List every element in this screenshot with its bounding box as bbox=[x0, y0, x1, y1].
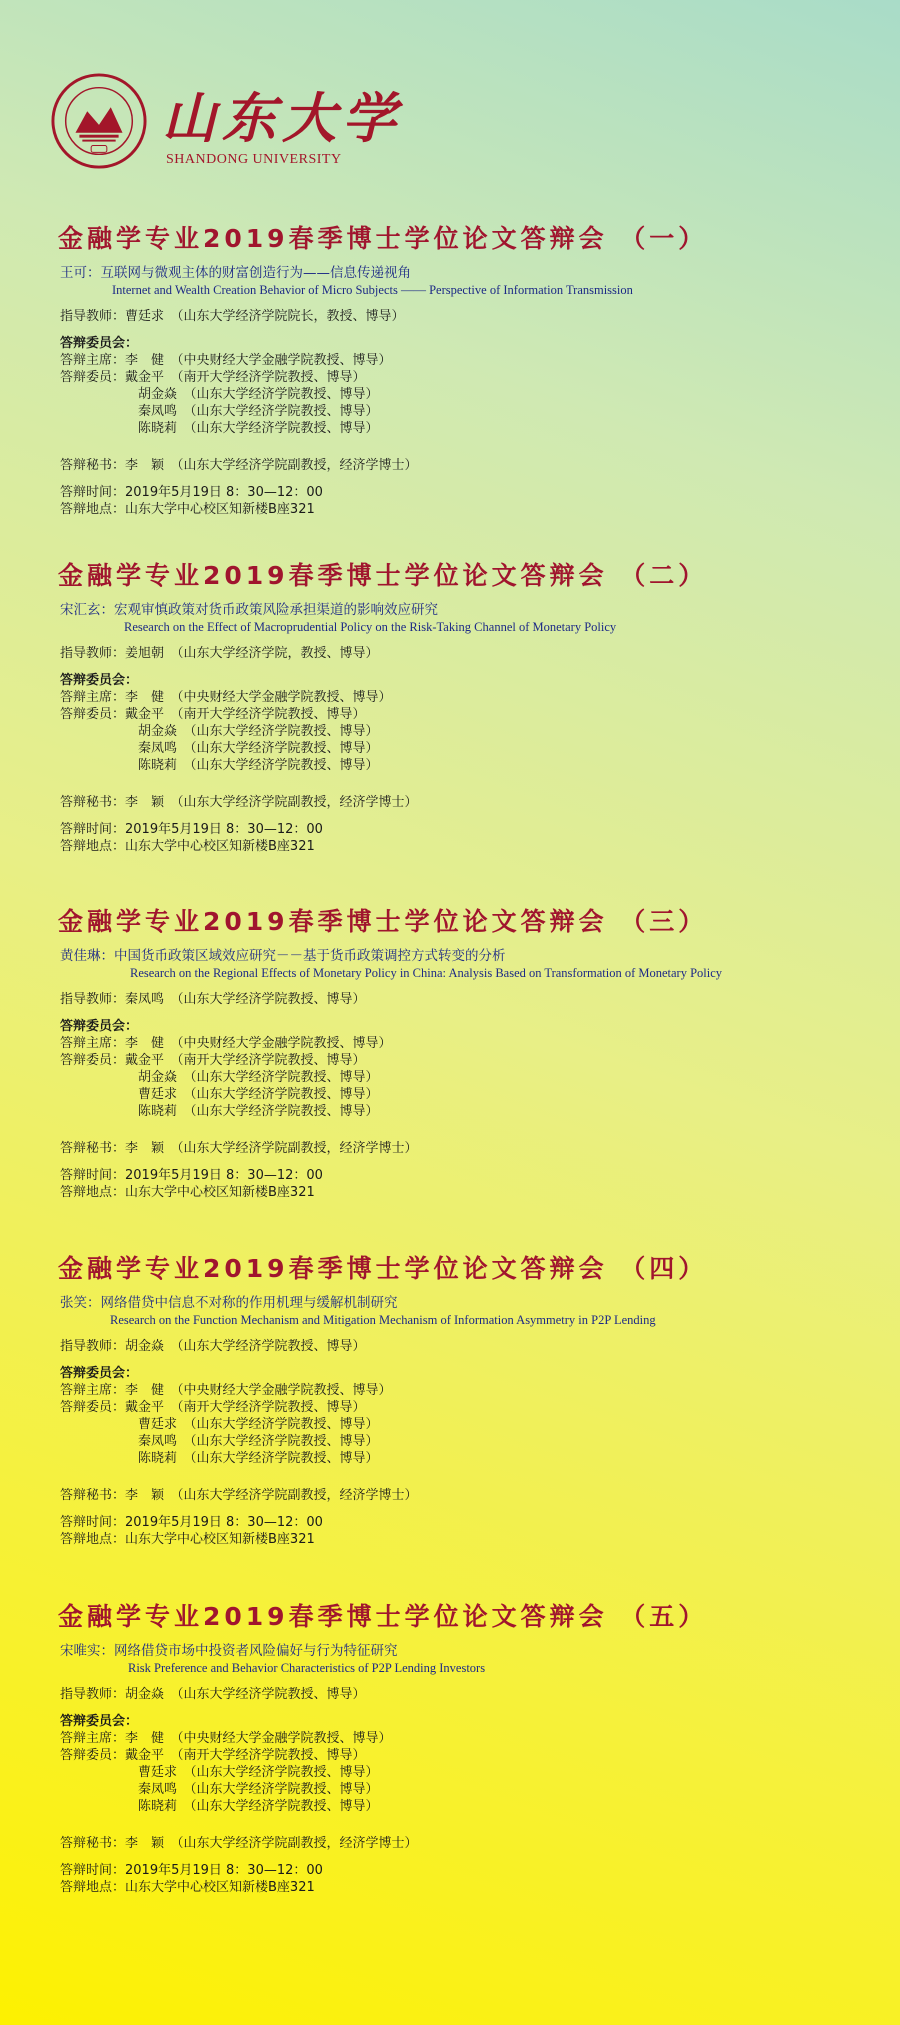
committee-chair: 答辩主席：李 健 （中央财经大学金融学院教授、博导） bbox=[60, 1383, 392, 1398]
committee-member: 胡金焱 （山东大学经济学院教授、博导） bbox=[138, 724, 379, 739]
defense-time: 答辩时间：2019年5月19日 8：30—12：00 bbox=[60, 485, 323, 500]
committee-member: 陈晓莉 （山东大学经济学院教授、博导） bbox=[138, 421, 379, 436]
defense-time: 答辩时间：2019年5月19日 8：30—12：00 bbox=[60, 1863, 323, 1878]
thesis-title-en: Research on the Regional Effects of Monetary Policy in China: Analysis Based on Transformation of Monetary Policy bbox=[130, 966, 723, 980]
advisor: 指导教师：姜旭朝 （山东大学经济学院，教授、博导） bbox=[60, 646, 379, 661]
committee-chair: 答辩主席：李 健 （中央财经大学金融学院教授、博导） bbox=[60, 690, 392, 705]
header bbox=[50, 72, 450, 172]
secretary: 答辩秘书：李 颖 （山东大学经济学院副教授，经济学博士） bbox=[60, 458, 418, 473]
members-label: 答辩委员： bbox=[60, 1400, 126, 1415]
advisor: 指导教师：曹廷求 （山东大学经济学院院长，教授、博导） bbox=[60, 309, 405, 324]
committee-member: 秦凤鸣 （山东大学经济学院教授、博导） bbox=[138, 741, 379, 756]
committee-member: 陈晓莉 （山东大学经济学院教授、博导） bbox=[138, 1104, 379, 1119]
defense-place: 答辩地点：山东大学中心校区知新楼B座321 bbox=[60, 502, 315, 517]
committee-member: 胡金焱 （山东大学经济学院教授、博导） bbox=[138, 387, 379, 402]
thesis-title-en: Research on the Function Mechanism and Mitigation Mechanism of Information Asymmetry in P2P Lending bbox=[110, 1313, 656, 1327]
committee-member: 曹廷求 （山东大学经济学院教授、博导） bbox=[138, 1417, 379, 1432]
committee-member: 陈晓莉 （山东大学经济学院教授、博导） bbox=[138, 758, 379, 773]
defense-section-4 bbox=[60, 1250, 880, 1548]
defense-section-1 bbox=[60, 220, 880, 518]
thesis-title-cn: 黄佳琳：中国货币政策区域效应研究－－基于货币政策调控方式转变的分析 bbox=[60, 948, 506, 964]
committee-label: 答辩委员会： bbox=[60, 1019, 139, 1034]
defense-section-2 bbox=[60, 557, 880, 855]
committee-member: 戴金平 （南开大学经济学院教授、博导） bbox=[125, 1748, 366, 1763]
advisor: 指导教师：胡金焱 （山东大学经济学院教授、博导） bbox=[60, 1687, 366, 1702]
committee-chair: 答辩主席：李 健 （中央财经大学金融学院教授、博导） bbox=[60, 353, 392, 368]
secretary: 答辩秘书：李 颖 （山东大学经济学院副教授，经济学博士） bbox=[60, 1488, 418, 1503]
defense-time: 答辩时间：2019年5月19日 8：30—12：00 bbox=[60, 822, 323, 837]
committee-member: 陈晓莉 （山东大学经济学院教授、博导） bbox=[138, 1451, 379, 1466]
members-label: 答辩委员： bbox=[60, 1053, 126, 1068]
defense-time: 答辩时间：2019年5月19日 8：30—12：00 bbox=[60, 1168, 323, 1183]
thesis-title-en: Research on the Effect of Macroprudential Policy on the Risk-Taking Channel of Monetary Policy bbox=[124, 620, 617, 634]
logo-chinese: 山东大学 bbox=[162, 86, 402, 150]
thesis-title-en: Internet and Wealth Creation Behavior of Micro Subjects —— Perspective of Information Transmission bbox=[112, 283, 633, 297]
committee-member: 胡金焱 （山东大学经济学院教授、博导） bbox=[138, 1070, 379, 1085]
section-title: 金融学专业2019春季博士学位论文答辩会 （五） bbox=[58, 1602, 708, 1631]
defense-section-5 bbox=[60, 1598, 880, 1896]
thesis-title-en: Risk Preference and Behavior Characteristics of P2P Lending Investors bbox=[128, 1661, 486, 1675]
committee-member: 秦凤鸣 （山东大学经济学院教授、博导） bbox=[138, 404, 379, 419]
committee-member: 曹廷求 （山东大学经济学院教授、博导） bbox=[138, 1765, 379, 1780]
defense-place: 答辩地点：山东大学中心校区知新楼B座321 bbox=[60, 1880, 315, 1895]
section-title: 金融学专业2019春季博士学位论文答辩会 （三） bbox=[58, 907, 708, 936]
defense-time: 答辩时间：2019年5月19日 8：30—12：00 bbox=[60, 1515, 323, 1530]
committee-label: 答辩委员会： bbox=[60, 1714, 139, 1729]
members-label: 答辩委员： bbox=[60, 707, 126, 722]
members-label: 答辩委员： bbox=[60, 370, 126, 385]
secretary: 答辩秘书：李 颖 （山东大学经济学院副教授，经济学博士） bbox=[60, 1141, 418, 1156]
committee-member: 陈晓莉 （山东大学经济学院教授、博导） bbox=[138, 1799, 379, 1814]
defense-place: 答辩地点：山东大学中心校区知新楼B座321 bbox=[60, 839, 315, 854]
committee-member: 秦凤鸣 （山东大学经济学院教授、博导） bbox=[138, 1434, 379, 1449]
section-title: 金融学专业2019春季博士学位论文答辩会 （一） bbox=[58, 224, 708, 253]
defense-section-3 bbox=[60, 903, 880, 1201]
committee-member: 曹廷求 （山东大学经济学院教授、博导） bbox=[138, 1087, 379, 1102]
thesis-title-cn: 王可：互联网与微观主体的财富创造行为——信息传递视角 bbox=[60, 265, 411, 281]
advisor: 指导教师：秦凤鸣 （山东大学经济学院教授、博导） bbox=[60, 992, 366, 1007]
defense-place: 答辩地点：山东大学中心校区知新楼B座321 bbox=[60, 1185, 315, 1200]
committee-member: 戴金平 （南开大学经济学院教授、博导） bbox=[125, 707, 366, 722]
thesis-title-cn: 宋唯实：网络借贷市场中投资者风险偏好与行为特征研究 bbox=[60, 1643, 398, 1659]
committee-member: 戴金平 （南开大学经济学院教授、博导） bbox=[125, 1400, 366, 1415]
committee-label: 答辩委员会： bbox=[60, 1366, 139, 1381]
advisor: 指导教师：胡金焱 （山东大学经济学院教授、博导） bbox=[60, 1339, 366, 1354]
committee-chair: 答辩主席：李 健 （中央财经大学金融学院教授、博导） bbox=[60, 1036, 392, 1051]
committee-chair: 答辩主席：李 健 （中央财经大学金融学院教授、博导） bbox=[60, 1731, 392, 1746]
thesis-title-cn: 张笑：网络借贷中信息不对称的作用机理与缓解机制研究 bbox=[60, 1295, 398, 1311]
secretary: 答辩秘书：李 颖 （山东大学经济学院副教授，经济学博士） bbox=[60, 795, 418, 810]
defense-place: 答辩地点：山东大学中心校区知新楼B座321 bbox=[60, 1532, 315, 1547]
committee-member: 戴金平 （南开大学经济学院教授、博导） bbox=[125, 1053, 366, 1068]
university-seal-icon bbox=[50, 72, 148, 170]
thesis-title-cn: 宋汇玄：宏观审慎政策对货币政策风险承担渠道的影响效应研究 bbox=[60, 602, 438, 618]
committee-member: 戴金平 （南开大学经济学院教授、博导） bbox=[125, 370, 366, 385]
section-title: 金融学专业2019春季博士学位论文答辩会 （二） bbox=[58, 561, 708, 590]
section-title: 金融学专业2019春季博士学位论文答辩会 （四） bbox=[58, 1254, 708, 1283]
logo-english: SHANDONG UNIVERSITY bbox=[166, 152, 342, 167]
committee-label: 答辩委员会： bbox=[60, 336, 139, 351]
secretary: 答辩秘书：李 颖 （山东大学经济学院副教授，经济学博士） bbox=[60, 1836, 418, 1851]
committee-member: 秦凤鸣 （山东大学经济学院教授、博导） bbox=[138, 1782, 379, 1797]
committee-label: 答辩委员会： bbox=[60, 673, 139, 688]
members-label: 答辩委员： bbox=[60, 1748, 126, 1763]
